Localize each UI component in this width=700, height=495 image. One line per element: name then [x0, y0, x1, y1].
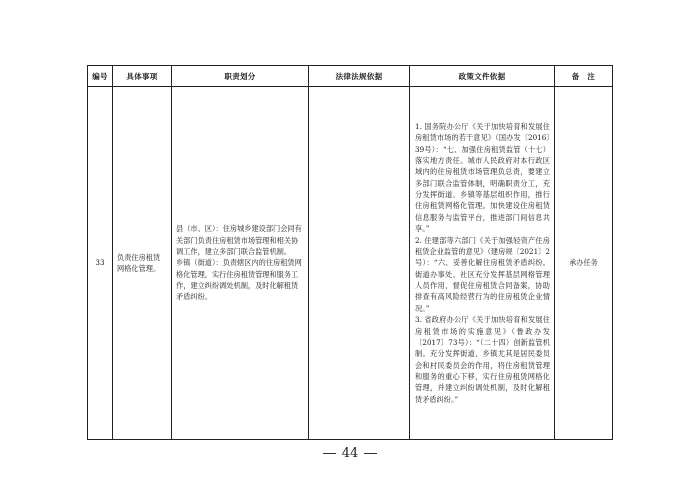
responsibility-table	[87, 65, 613, 440]
page-footer	[0, 446, 700, 461]
row-duty	[172, 87, 309, 440]
duty-text: 县（市、区）：住房城乡建设部门会同有关部门负责住房租赁市场管理和相关协调工作，建立多部门联合监管机制。 乡镇（街道）：负责辖区内的住房租赁网格化管理，实行住房租赁管理和服务工作，建立纠纷调处机制，及时化解租赁矛盾纠纷。	[176, 224, 302, 302]
table-header-row	[88, 66, 613, 87]
row-matter: 负责住房租赁网格化管理。	[113, 87, 172, 440]
table-row	[88, 87, 613, 440]
row-policy	[410, 87, 555, 440]
policy-item-3: 3. 省政府办公厅《关于加快培育和发展住房租赁市场的实施意见》（鲁政办发〔2017〕73号）：“（二十四）创新监管机制。充分发挥街道、乡镇尤其是居民委员会和村民委员会的作用，将住房租赁管理和服务的重心下移，实行住房租赁网格化管理，并建立纠纷调处机制，及时化解租赁矛盾纠纷。”	[415, 315, 550, 404]
header-duty: 职责划分	[172, 66, 309, 87]
header-law: 法律法规依据	[309, 66, 410, 87]
policy-item-2: 2. 住建部等六部门《关于加强轻资产住房租赁企业监管的意见》（建房规〔2021〕2号）：“六、妥善化解住房租赁矛盾纠纷。街道办事处、社区充分发挥基层网格管理人员作用，督促住房租赁合同备案，协助排查有高风险经营行为的住房租赁企业情况。”	[415, 235, 550, 313]
row-number: 33	[88, 87, 113, 440]
page-number: 44	[341, 446, 359, 461]
header-matter: 具体事项	[113, 66, 172, 87]
row-law	[309, 87, 410, 440]
header-policy: 政策文件依据	[410, 66, 555, 87]
header-number: 编号	[88, 66, 113, 87]
footer-dash-left	[323, 453, 336, 454]
header-note: 备 注	[555, 66, 613, 87]
row-note: 承办任务	[555, 87, 613, 440]
policy-item-1: 1. 国务院办公厅《关于加快培育和发展住房租赁市场的若干意见》（国办发〔2016〕39号）：“七、加强住房租赁监管（十七）落实地方责任。城市人民政府对本行政区域内的住房租赁市场管理负总责，要建立多部门联合监管体制，明确职责分工，充分发挥街道、乡镇等基层组织作用，推行住房租赁网格化管理。加快建设住房租赁信息服务与监管平台，推进部门间信息共享。”	[415, 121, 550, 234]
footer-dash-right	[364, 453, 377, 454]
